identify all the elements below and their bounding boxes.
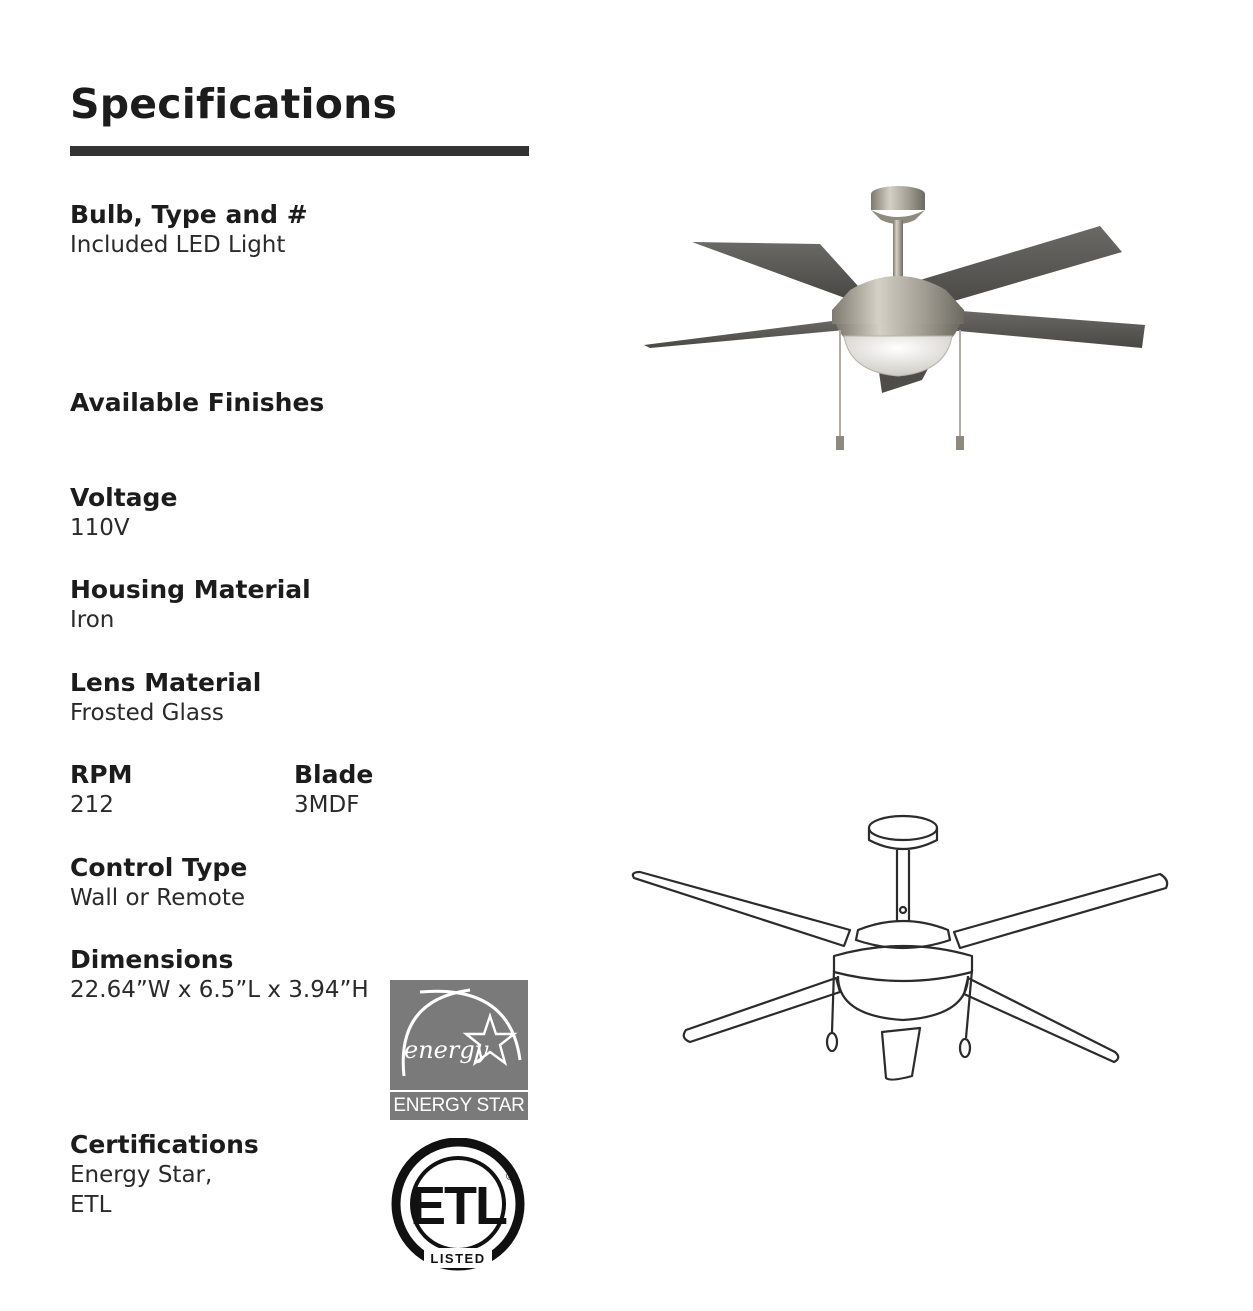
title-underline bbox=[70, 146, 529, 156]
energy-star-logo-icon bbox=[390, 980, 528, 1090]
spec-value: Frosted Glass bbox=[70, 700, 224, 726]
spec-value: 212 bbox=[70, 792, 114, 818]
spec-dimensions bbox=[70, 944, 369, 1005]
spec-value: Wall or Remote bbox=[70, 885, 246, 911]
energy-star-script: energy bbox=[404, 1036, 489, 1064]
spec-finishes bbox=[70, 387, 324, 418]
spec-control-type bbox=[70, 852, 247, 913]
etl-listed-text: LISTED bbox=[430, 1251, 486, 1266]
page-title: Specifications bbox=[70, 80, 398, 128]
spec-bulb bbox=[70, 199, 308, 260]
spec-lens-material bbox=[70, 667, 261, 728]
spec-label: Voltage bbox=[70, 483, 178, 512]
spec-certifications bbox=[70, 1129, 259, 1220]
spec-value: Iron bbox=[70, 607, 115, 633]
spec-label: Housing Material bbox=[70, 575, 311, 604]
spec-label: Lens Material bbox=[70, 668, 262, 697]
energy-star-label: ENERGY STAR bbox=[390, 1090, 528, 1120]
etl-mark-text: ETL bbox=[410, 1176, 506, 1236]
spec-value: Included LED Light bbox=[70, 232, 286, 258]
spec-value: 3MDF bbox=[294, 792, 360, 818]
spec-blade bbox=[294, 759, 373, 820]
spec-value: 110V bbox=[70, 515, 130, 541]
spec-value: Energy Star, ETL bbox=[70, 1162, 213, 1218]
spec-rpm bbox=[70, 759, 132, 820]
spec-label: Dimensions bbox=[70, 945, 234, 974]
registered-mark: ® bbox=[506, 1171, 515, 1183]
ceiling-fan-photo bbox=[630, 180, 1160, 470]
spec-label: Control Type bbox=[70, 853, 248, 882]
spec-label: Available Finishes bbox=[70, 388, 325, 417]
spec-housing-material bbox=[70, 574, 311, 635]
spec-value: 22.64”W x 6.5”L x 3.94”H bbox=[70, 977, 369, 1003]
ceiling-fan-line-drawing bbox=[620, 780, 1180, 1100]
etl-listed-logo bbox=[388, 1138, 528, 1274]
energy-star-badge bbox=[390, 980, 528, 1120]
spec-label: RPM bbox=[70, 760, 133, 789]
spec-label: Bulb, Type and # bbox=[70, 200, 308, 229]
spec-voltage bbox=[70, 482, 177, 543]
spec-label: Blade bbox=[294, 760, 374, 789]
spec-label: Certifications bbox=[70, 1130, 259, 1159]
